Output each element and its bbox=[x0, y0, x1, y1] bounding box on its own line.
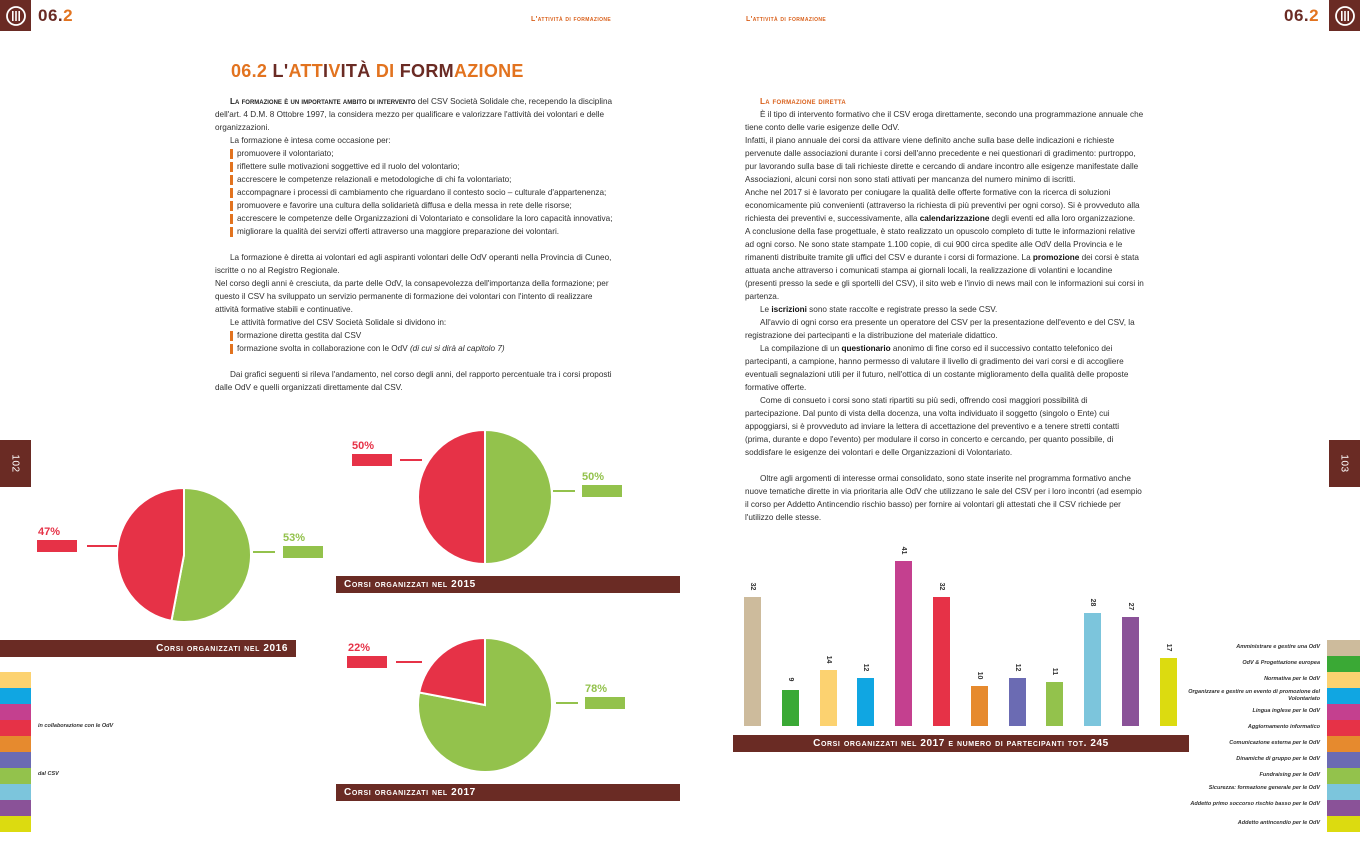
pie-slice-red bbox=[419, 638, 485, 705]
running-title-left: L'attività di formazione bbox=[531, 16, 612, 23]
paragraph: Dai grafici seguenti si rileva l'andamento, nel corso degli anni, del rapporto percentuale tra i corsi proposti dalle OdV e quelli organizzati direttamente dal CSV. bbox=[215, 370, 612, 392]
list-item: accrescere le competenze relazionali e metodologiche di chi fa volontariato; bbox=[215, 173, 615, 186]
pie-label-red-2016: 47% bbox=[38, 526, 61, 538]
bar bbox=[857, 678, 874, 726]
legend-label: Organizzare e gestire un evento di promozione del Volontariato bbox=[1188, 689, 1320, 702]
section-number-left: 06.2 bbox=[38, 6, 74, 25]
pie-caption-2016: Corsi organizzati nel 2016 bbox=[0, 640, 296, 657]
page-title: 06.2 L'ATTIVITÀ DI FORMAZIONE bbox=[231, 61, 524, 81]
pie-label-green-2015: 50% bbox=[582, 471, 605, 483]
pie-label-green-2016: 53% bbox=[283, 532, 306, 544]
pie-slice-red bbox=[418, 430, 485, 564]
bar-value-label: 17 bbox=[1164, 643, 1172, 651]
bar bbox=[933, 597, 950, 726]
legend-swatch bbox=[1327, 704, 1360, 720]
legend-swatch bbox=[1327, 768, 1360, 784]
paragraph: A conclusione della fase progettuale, è stato realizzato un opuscolo completo di tutte le informazioni relative ad ogni corso. Ne sono state stampate 1.100 copie, di cui 900 circa spedite alle OdV della Provincia e le rimanenti distribuite tramite gli uffici del CSV e durante i corsi di formazione. La promozione dei corsi è stata attuata anche attraverso i comunicati stampa ai giornali locali, la realizzazione di volantini e locandine (presenti presso la sede e gli sportelli del CSV), il sito web e l'invio di news mail con le informazioni sui corsi in partenza. bbox=[745, 227, 1144, 301]
legend-label-csv: dal CSV bbox=[38, 771, 59, 777]
right-text-column bbox=[745, 95, 1145, 524]
list-item: promuovere e favorire una cultura della solidarietà diffusa e della messa in rete delle risorse; bbox=[215, 199, 615, 212]
legend-label: Sicurezza: formazione generale per le OdV bbox=[1208, 785, 1320, 791]
paragraph: Nel corso degli anni è cresciuta, da parte delle OdV, la consapevolezza dell'importanza della formazione; per questo il CSV ha sviluppato un servizio permanente di formazione dei volontari con l'intento di realizzare attività formative stabili e continuative. bbox=[215, 279, 609, 314]
left-text-column bbox=[215, 95, 615, 394]
page-number-right: 103 bbox=[1329, 440, 1360, 487]
bar-value-label: 10 bbox=[975, 671, 983, 680]
legend-swatch bbox=[1327, 720, 1360, 736]
pie-caption-2017: Corsi organizzati nel 2017 bbox=[336, 784, 680, 801]
label-bar bbox=[582, 485, 622, 497]
leader-line bbox=[253, 551, 275, 553]
legend-label: Normativa per le OdV bbox=[1264, 676, 1320, 682]
bar bbox=[782, 690, 799, 726]
section-number-right: 06.2 bbox=[1284, 6, 1320, 25]
list-item: migliorare la qualità dei servizi offerti attraverso una maggiore preparazione dei volontari. bbox=[215, 225, 615, 238]
paragraph: La formazione è un importante ambito di intervento del CSV Società Solidale che, recependo la disciplina dell'art. 4 D.M. 8 Ottobre 1997, la considera mezzo per qualificare e valorizzare l'attività dei volontari e delle organizzazioni. bbox=[215, 97, 613, 132]
bar-value-label: 28 bbox=[1089, 598, 1097, 607]
paragraph: Oltre agli argomenti di interesse ormai consolidato, sono state inserite nel programma formativo anche nuove tematiche dirette in via prioritaria alle OdV che utilizzano le sale del CSV per i loro incontri (ad esempio il corso per Addetto Antincendio rischio basso) per fornire ai volontari gli attestati che il CSV richiede per l'utilizzo delle stesse. bbox=[745, 474, 1142, 522]
bar bbox=[1009, 678, 1026, 726]
bar-value-label: 27 bbox=[1127, 602, 1134, 611]
bar-value-label: 9 bbox=[786, 677, 794, 682]
legend-swatch bbox=[1327, 800, 1360, 816]
pie-slice-green bbox=[485, 430, 552, 564]
legend-label: Comunicazione esterna per le OdV bbox=[1229, 740, 1320, 746]
pie-label-red-2017: 22% bbox=[348, 642, 371, 654]
label-bar bbox=[283, 546, 323, 558]
pie-chart-2015 bbox=[416, 428, 554, 566]
pie-label-green-2017: 78% bbox=[585, 683, 608, 695]
leader-line bbox=[87, 545, 117, 547]
bar bbox=[820, 670, 837, 726]
logo-left bbox=[0, 0, 31, 31]
bar-chart-2017 bbox=[738, 540, 1188, 732]
paragraph: La compilazione di un questionario anonimo di fine corso ed il successivo contatto telefonico dei partecipanti, a campione, hanno permesso di valutare il livello di gradimento dei vari corsi e di accogliere eventuali segnalazioni utili per il futuro, nell'ottica di un costante miglioramento della qualità delle proposte formative offerte. bbox=[745, 344, 1129, 392]
legend-label: Amministrare e gestire una OdV bbox=[1236, 644, 1320, 650]
label-bar bbox=[37, 540, 77, 552]
bar bbox=[1084, 613, 1101, 726]
legend-label: Addetto primo soccorso rischio basso per le OdV bbox=[1190, 801, 1320, 807]
legend-swatch bbox=[1327, 640, 1360, 656]
paragraph: Infatti, il piano annuale dei corsi da attivare viene definito anche sulla base delle indicazioni e richieste pervenute dalle associazioni durante i corsi dell'anno precedente e nei questionari di gradimento: purtroppo, pur lavorando sulla base di tali richieste dirette e cercando di andare incontro alle esigenze manifestate dalle Associazioni, alcuni corsi non sono stati attivati per mancanza del numero minimo di iscritti. bbox=[745, 136, 1139, 184]
list-item: formazione diretta gestita dal CSV bbox=[215, 329, 615, 342]
paragraph: Le attività formative del CSV Società Solidale si dividono in: bbox=[230, 318, 447, 327]
paragraph: Le iscrizioni sono state raccolte e registrate presso la sede CSV. bbox=[760, 305, 998, 314]
list-item: accompagnare i processi di cambiamento che riguardano il contesto socio – culturale d'appartenenza; bbox=[215, 186, 615, 199]
legend-swatch bbox=[1327, 688, 1360, 704]
paragraph: Come di consueto i corsi sono stati ripartiti su più sedi, offrendo così maggiori possibilità di partecipazione. Dal punto di vista della docenza, una volta individuato il soggetto (singolo o Ente) cui appoggiarsi, si è provveduto ad inviare la lettera di accettazione del preventivo e a tenere stretti contatti (prima, durante e dopo l'evento) per modulare il corso in concerto e cercando, per quanto possibile, di soddisfare le esigenze dei volontari e delle Organizzazioni di Volontariato. bbox=[745, 396, 1120, 457]
label-bar bbox=[347, 656, 387, 668]
legend-swatch bbox=[1327, 816, 1360, 832]
pie-slice-red bbox=[117, 488, 184, 621]
leader-line bbox=[396, 661, 422, 663]
legend-label: Dinamiche di gruppo per le OdV bbox=[1236, 756, 1320, 762]
bar-chart-caption: Corsi organizzati nel 2017 e numero di partecipanti tot. 245 bbox=[733, 735, 1189, 752]
bar bbox=[1046, 682, 1063, 726]
list-item: promuovere il volontariato; bbox=[215, 147, 615, 160]
running-title-right: L'attività di formazione bbox=[746, 16, 827, 23]
bar-value-label: 12 bbox=[862, 663, 870, 672]
label-bar bbox=[352, 454, 392, 466]
legend-label: Addetto antincendio per le OdV bbox=[1237, 820, 1320, 826]
bar bbox=[895, 561, 912, 726]
bar-value-label: 32 bbox=[938, 582, 945, 591]
leader-line bbox=[400, 459, 422, 461]
pie-chart-2016 bbox=[115, 486, 253, 624]
leader-line bbox=[553, 490, 575, 492]
paragraph: Anche nel 2017 si è lavorato per coniugare la qualità delle offerte formative con la ricerca di soluzioni economicamente più convenienti (attraverso la richiesta di più preventivi per ogni corso). Si è provveduto alla richiesta dei preventivi e, successivamente, alla calendarizzazione degli eventi ed alla loro organizzazione. bbox=[745, 188, 1140, 223]
bar-value-label: 32 bbox=[749, 582, 756, 591]
list-item: riflettere sulle motivazioni soggettive ed il ruolo del volontario; bbox=[215, 160, 615, 173]
pie-chart-2017 bbox=[416, 636, 554, 774]
page-number-left: 102 bbox=[0, 440, 31, 487]
legend-swatch bbox=[1327, 656, 1360, 672]
bar bbox=[971, 686, 988, 726]
section-heading: La formazione diretta bbox=[760, 97, 847, 106]
list-item: accrescere le competenze delle Organizzazioni di Volontariato e consolidare la loro capacità innovativa; bbox=[215, 212, 615, 225]
legend-swatch bbox=[1327, 784, 1360, 800]
bar-value-label: 14 bbox=[824, 655, 832, 664]
bar bbox=[1122, 617, 1139, 726]
paragraph: All'avvio di ogni corso era presente un operatore del CSV per la presentazione dell'evento e del CSV, la registrazione dei partecipanti e la distribuzione del materiale didattico. bbox=[745, 318, 1135, 340]
legend-swatch bbox=[1327, 752, 1360, 768]
bar bbox=[1160, 658, 1177, 726]
legend-label: Aggiornamento informatico bbox=[1247, 724, 1320, 730]
pie-label-red-2015: 50% bbox=[352, 440, 375, 452]
legend-swatch bbox=[1327, 672, 1360, 688]
legend-swatch bbox=[1327, 736, 1360, 752]
list-item: formazione svolta in collaborazione con le OdV (di cui si dirà al capitolo 7) bbox=[215, 342, 615, 355]
bar-value-label: 11 bbox=[1051, 667, 1059, 675]
legend-label: Fundraising per le OdV bbox=[1259, 772, 1320, 778]
legend-label: OdV & Progettazione europea bbox=[1242, 660, 1320, 666]
legend-label-odv: in collaborazione con le OdV bbox=[38, 723, 114, 729]
bar-value-label: 41 bbox=[900, 546, 908, 555]
bar bbox=[744, 597, 761, 726]
leader-line bbox=[556, 702, 578, 704]
legend-label: Lingua inglese per le OdV bbox=[1252, 708, 1320, 714]
logo-right bbox=[1329, 0, 1360, 31]
paragraph: La formazione è intesa come occasione per: bbox=[230, 136, 391, 145]
bar-value-label: 12 bbox=[1013, 663, 1021, 672]
paragraph: La formazione è diretta ai volontari ed agli aspiranti volontari delle OdV operanti nella Provincia di Cuneo, iscritte o no al Registro Regionale. bbox=[215, 253, 612, 275]
pie-caption-2015: Corsi organizzati nel 2015 bbox=[336, 576, 680, 593]
paragraph: È il tipo di intervento formativo che il CSV eroga direttamente, secondo una programmazione annuale che tiene conto delle varie esigenze delle OdV. bbox=[745, 110, 1144, 132]
bar-legend-swatches bbox=[1327, 640, 1360, 832]
label-bar bbox=[585, 697, 625, 709]
left-color-strip bbox=[0, 672, 31, 832]
